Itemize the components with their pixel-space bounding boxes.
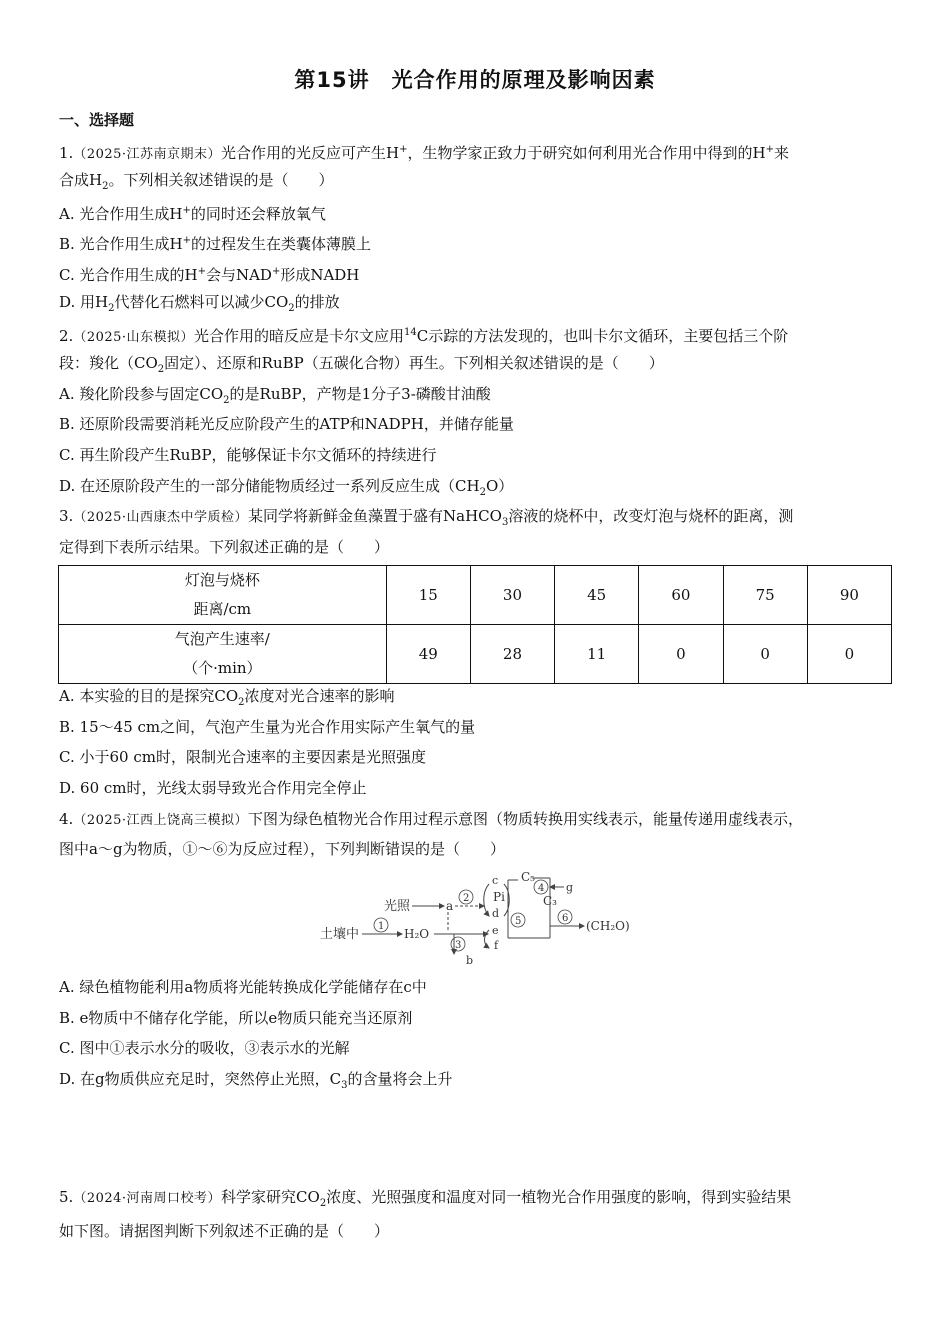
table-cell: 75 bbox=[723, 566, 807, 625]
process-3-label: 3 bbox=[455, 940, 462, 951]
q1-option-b: B. 光合作用生成H+的过程发生在类囊体薄膜上 bbox=[59, 235, 372, 253]
q1-option-a: A. 光合作用生成H+的同时还会释放氧气 bbox=[59, 205, 326, 223]
q2-stem: 2.（2025·山东模拟）光合作用的暗反应是卡尔文应用$^{14}$C示踪的方法发现的，也叫卡尔文循环，主要包括三个阶 bbox=[59, 327, 789, 345]
label-c: c bbox=[492, 874, 499, 887]
table-cell: 45 bbox=[555, 566, 639, 625]
section-heading: 一、选择题 bbox=[59, 111, 135, 129]
q1-option-c: C. 光合作用生成的H+会与NAD+形成NADH bbox=[59, 266, 360, 284]
table-cell: 30 bbox=[470, 566, 554, 625]
table-cell: 11 bbox=[555, 625, 639, 684]
label-d: d bbox=[492, 907, 500, 920]
process-2-label: 2 bbox=[463, 893, 470, 904]
label-e: e bbox=[492, 924, 499, 937]
page-title: 第15讲 光合作用的原理及影响因素 bbox=[294, 68, 656, 92]
label-c3: C₃ bbox=[543, 894, 557, 908]
table-cell: 90 bbox=[807, 566, 891, 625]
q5-stem: 5.（2024·河南周口校考）科学家研究$CO_2$浓度、光照强度和温度对同一植物光合作用强度的影响，得到实验结果 bbox=[59, 1188, 792, 1209]
photosynthesis-diagram bbox=[318, 870, 638, 966]
q3-table bbox=[58, 565, 892, 684]
q3-stem: 3.（2025·山西康杰中学质检）某同学将新鲜金鱼藻置于盛有NaHCO$_3$溶液的烧杯中，改变灯泡与烧杯的距离，测 bbox=[59, 507, 794, 528]
q3-option-b: B. 15～45 cm之间，气泡产生量为光合作用实际产生氧气的量 bbox=[59, 718, 476, 736]
process-5-label: 5 bbox=[515, 916, 522, 927]
process-1-label: 1 bbox=[378, 921, 385, 932]
table-row bbox=[59, 625, 892, 684]
table-cell: 0 bbox=[639, 625, 723, 684]
table-cell: 0 bbox=[807, 625, 891, 684]
q1-stem: 1.（2025·江苏南京期末）光合作用的光反应可产生H+，生物学家正致力于研究如何利用光合作用中得到的H+来 bbox=[59, 144, 790, 162]
q4-stem: 4.（2025·江西上饶高三模拟）下图为绿色植物光合作用过程示意图（物质转换用实线表示，能量传递用虚线表示， bbox=[59, 810, 804, 828]
q2-option-a: A. 羧化阶段参与固定$CO_2$的是RuBP，产物是1分子3-磷酸甘油酸 bbox=[59, 385, 491, 406]
q1-stem-line2: 合成$H_2$。下列相关叙述错误的是（ ） bbox=[59, 171, 334, 192]
cycle-arrow bbox=[485, 930, 490, 948]
process-4-label: 4 bbox=[538, 883, 545, 894]
q2-option-c: C. 再生阶段产生RuBP，能够保证卡尔文循环的持续进行 bbox=[59, 446, 437, 464]
table-cell: 28 bbox=[470, 625, 554, 684]
process-6-label: 6 bbox=[562, 913, 569, 924]
q3-stem-line2: 定得到下表所示结果。下列叙述正确的是（ ） bbox=[59, 538, 390, 556]
table-row-label: 气泡产生速率/ （个·min） bbox=[59, 625, 387, 684]
label-f: f bbox=[494, 939, 499, 952]
q4-option-c: C. 图中①表示水分的吸收，③表示水的光解 bbox=[59, 1039, 350, 1057]
table-row-label: 灯泡与烧杯 距离/cm bbox=[59, 566, 387, 625]
soil-label: 土壤中 bbox=[320, 927, 360, 942]
q3-option-d: D. 60 cm时，光线太弱导致光合作用完全停止 bbox=[59, 779, 367, 797]
table-row bbox=[59, 566, 892, 625]
q3-option-c: C. 小于60 cm时，限制光合速率的主要因素是光照强度 bbox=[59, 748, 426, 766]
label-ch2o: (CH₂O) bbox=[586, 919, 630, 933]
label-g: g bbox=[566, 881, 574, 894]
q4-option-d: D. 在g物质供应充足时，突然停止光照，$C_3$的含量将会上升 bbox=[59, 1070, 453, 1091]
label-b: b bbox=[466, 954, 474, 966]
water-label: H₂O bbox=[404, 927, 430, 941]
q2-stem-line2: 段：羧化（$CO_2$固定）、还原和RuBP（五碳化合物）再生。下列相关叙述错误的是（ ） bbox=[59, 354, 664, 375]
table-cell: 49 bbox=[386, 625, 470, 684]
table-cell: 0 bbox=[723, 625, 807, 684]
table-cell: 15 bbox=[386, 566, 470, 625]
q3-option-a: A. 本实验的目的是探究$CO_2$浓度对光合速率的影响 bbox=[59, 687, 395, 708]
q2-option-d: D. 在还原阶段产生的一部分储能物质经过一系列反应生成$(CH_2O)$ bbox=[59, 477, 514, 498]
q4-stem-line2: 图中a～g为物质，①～⑥为反应过程），下列判断错误的是（ ） bbox=[59, 840, 506, 858]
label-c5: C₅ bbox=[521, 870, 535, 884]
cycle-arrow bbox=[484, 884, 489, 916]
label-a: a bbox=[446, 899, 454, 913]
q4-option-a: A. 绿色植物能利用a物质将光能转换成化学能储存在c中 bbox=[59, 978, 427, 996]
label-pi: Pi bbox=[493, 890, 505, 904]
q1-option-d: D. 用$H_2$代替化石燃料可以减少$CO_2$的排放 bbox=[59, 293, 340, 314]
q2-option-b: B. 还原阶段需要消耗光反应阶段产生的ATP和NADPH，并储存能量 bbox=[59, 415, 514, 433]
q5-stem-line2: 如下图。请据图判断下列叙述不正确的是（ ） bbox=[59, 1222, 390, 1240]
light-label: 光照 bbox=[384, 899, 411, 914]
q4-option-b: B. e物质中不储存化学能，所以e物质只能充当还原剂 bbox=[59, 1009, 413, 1027]
table-cell: 60 bbox=[639, 566, 723, 625]
